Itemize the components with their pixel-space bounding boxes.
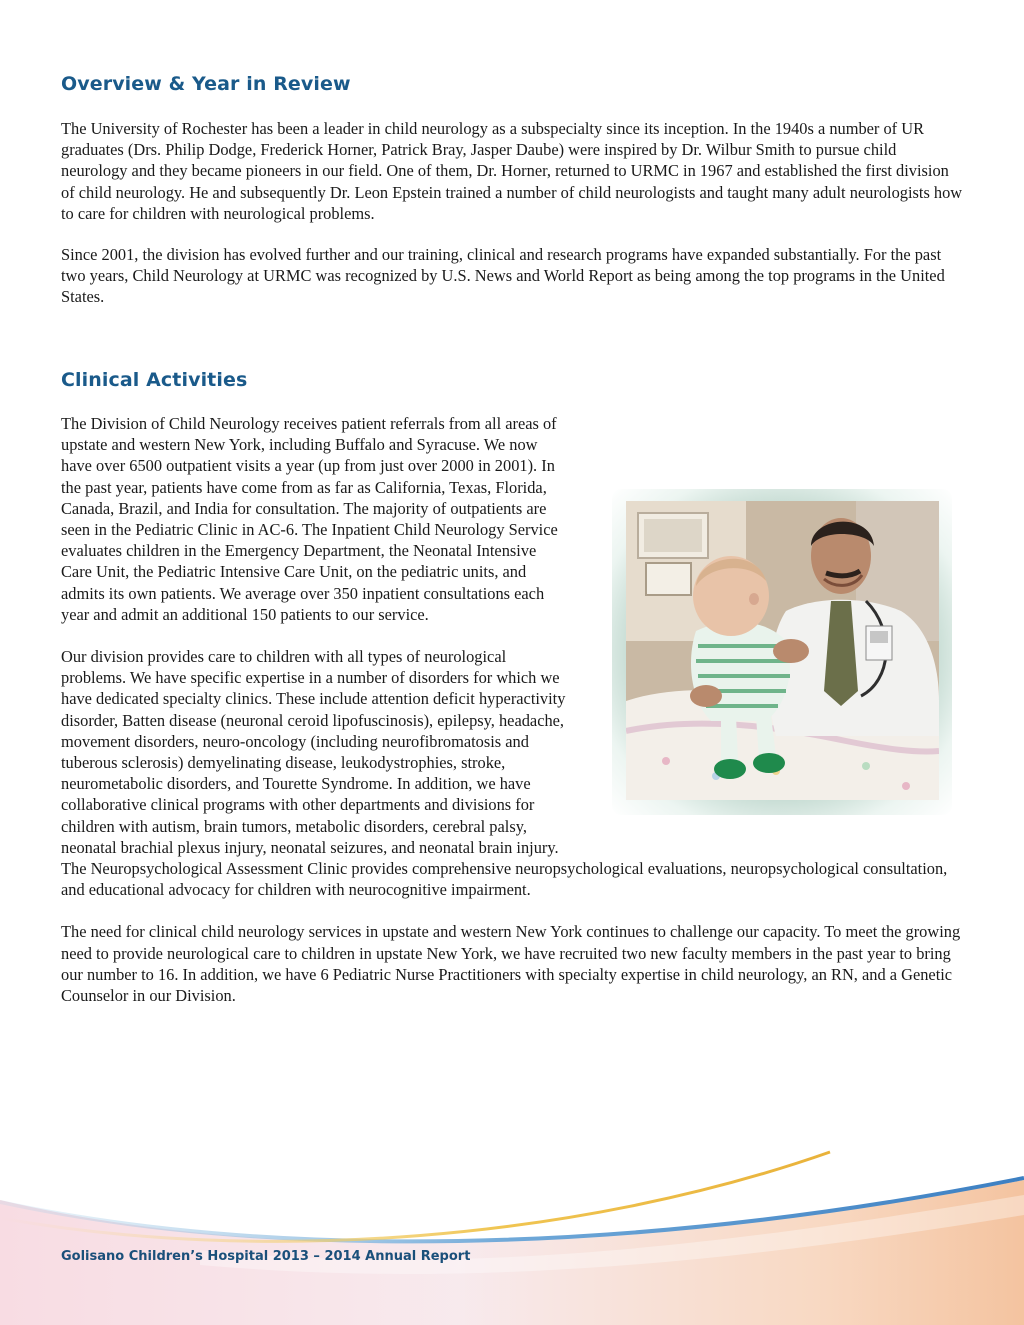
clinical-activities-heading: Clinical Activities: [61, 369, 248, 391]
footer-report-title: Golisano Children’s Hospital 2013 – 2014 Annual Report: [61, 1249, 471, 1264]
doctor-with-infant-photo: [626, 501, 939, 800]
overview-paragraph-1: The University of Rochester has been a leader in child neurology as a subspecialty since its inception. In the 1940s a number of UR graduates (Drs. Philip Dodge, Frederick Horner, Patrick Bray, Jasper Daube) were inspired by Dr. Wilbur Smith to pursue child neurology and they became pioneers in our field. One of them, Dr. Horner, returned to URMC in 1967 and established the first division of child neurology. He and subsequently Dr. Leon Epstein trained a number of child neurologists and taught many adult neurologists how to care for children with neurological problems.: [61, 119, 963, 223]
overview-heading: Overview & Year in Review: [61, 73, 351, 95]
footer-swoosh-graphic: [0, 1140, 1024, 1325]
clinical-paragraph-2: Our division provides care to children with all types of neurological problems. We have specific expertise in a number of disorders for which we have dedicated specialty clinics. These include attention deficit hyperactivity disorder, Batten disease (neuronal ceroid lipofuscinosis), epilepsy, headache, movement disorders, neuro-oncology (including neurofibromatosis and tuberous sclerosis) demyelinating disease, leukodystrophies, stroke, neurometabolic disorders, and Tourette Syndrome. In addition, we have collaborative clinical programs with other departments and divisions for children with autism, brain tumors, metabolic disorders, cerebral palsy, neonatal brachial plexus injury, neonatal seizures, and neonatal brain injury. The Neuropsychological Assessment Clinic provides comprehensive neuropsychological evaluations, neuropsychological consultation, and educational advocacy for children with neurocognitive impairment.: [61, 647, 948, 900]
clinical-paragraph-1: The Division of Child Neurology receives patient referrals from all areas of upstate and western New York, including Buffalo and Syracuse. We now have over 6500 outpatient visits a year (up from just over 2000 in 2001). In the past year, patients have come from as far as California, Texas, Florida, Canada, Brazil, and India for consultation. The majority of outpatients are seen in the Pediatric Clinic in AC-6. The Inpatient Child Neurology Service evaluates children in the Emergency Department, the Neonatal Intensive Care Unit, the Pediatric Intensive Care Unit, on the pediatric units, and admits its own patients. We average over 350 inpatient consultations each year and admit an additional 150 patients to our service.: [61, 414, 558, 624]
clinical-paragraph-3: The need for clinical child neurology services in upstate and western New York continues to challenge our capacity. To meet the growing need to provide neurological care to children in upstate New York, we have recruited two new faculty members in the past year to bring our number to 16. In addition, we have 6 Pediatric Nurse Practitioners with specialty expertise in child neurology, an RN, and a Genetic Counselor in our Division.: [61, 922, 961, 1006]
overview-paragraph-2: Since 2001, the division has evolved further and our training, clinical and research programs have expanded substantially. For the past two years, Child Neurology at URMC was recognized by U.S. News and World Report as being among the top programs in the United States.: [61, 245, 945, 307]
